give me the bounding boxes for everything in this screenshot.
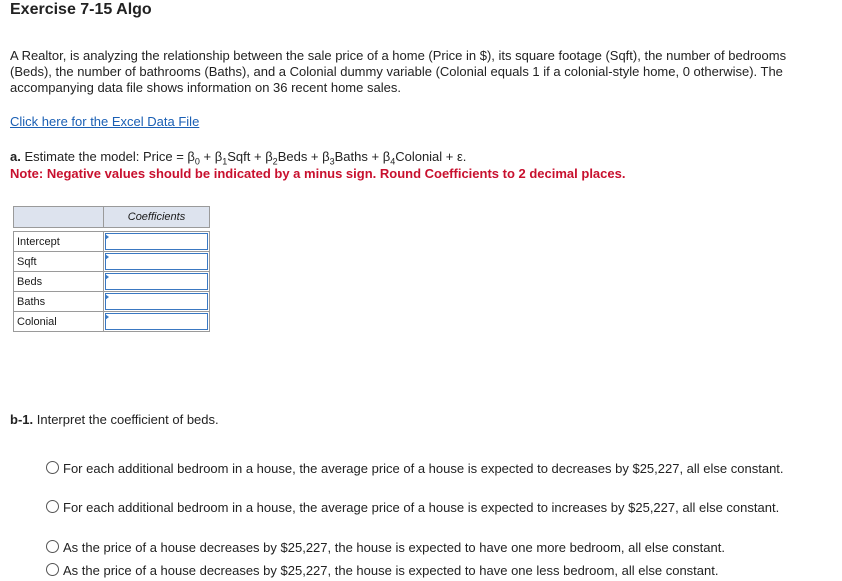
- table-row: [14, 232, 210, 252]
- row-label-baths: Baths: [14, 292, 104, 312]
- problem-intro: A Realtor, is analyzing the relationship between the sale price of a home (Price in $), its square footage (Sqft), the number of bedrooms (Beds), the number of bathrooms (Baths), and a Colonial dummy variable (Colonial equals 1 if a colonial-style home, 0 otherwise). The accompanying data file shows information on 36 recent home sales.: [10, 48, 787, 95]
- table-row: [14, 272, 210, 292]
- row-label-colonial: Colonial: [14, 312, 104, 332]
- baths-input[interactable]: [105, 293, 208, 310]
- part-a-text: Estimate the model: Price =: [24, 149, 188, 164]
- rounding-note: Note: Negative values should be indicated by a minus sign. Round Coefficients to 2 decimal places.: [10, 166, 626, 181]
- radio-button-icon[interactable]: [46, 461, 59, 474]
- part-b1-label: b-1.: [10, 412, 34, 427]
- answer-option-2[interactable]: For each additional bedroom in a house, the average price of a house is expected to increases by $25,227, all else constant.: [46, 500, 806, 516]
- part-b1-question: [10, 412, 219, 427]
- radio-button-icon[interactable]: [46, 500, 59, 513]
- table-corner: [14, 207, 104, 228]
- table-row: [14, 292, 210, 312]
- part-b1-text: Interpret the coefficient of beds.: [36, 412, 219, 427]
- sqft-input[interactable]: [105, 253, 208, 270]
- part-a-label: a.: [10, 149, 21, 164]
- beds-input[interactable]: [105, 273, 208, 290]
- coefficients-table: [13, 206, 210, 332]
- coefficients-header: Coefficients: [104, 207, 210, 228]
- answer-option-3[interactable]: As the price of a house decreases by $25,227, the house is expected to have one more bedroom, all else constant.: [46, 540, 806, 556]
- answer-option-4[interactable]: As the price of a house decreases by $25,227, the house is expected to have one less bedroom, all else constant.: [46, 563, 806, 579]
- answer-option-1[interactable]: For each additional bedroom in a house, the average price of a house is expected to decreases by $25,227, all else constant.: [46, 461, 806, 477]
- row-label-beds: Beds: [14, 272, 104, 292]
- radio-button-icon[interactable]: [46, 540, 59, 553]
- exercise-title: Exercise 7-15 Algo: [10, 1, 152, 18]
- table-row: [14, 312, 210, 332]
- radio-button-icon[interactable]: [46, 563, 59, 576]
- row-label-intercept: Intercept: [14, 232, 104, 252]
- row-label-sqft: Sqft: [14, 252, 104, 272]
- part-a-question: a. Estimate the model: Price = $\beta_0$ + $\beta_1Sqft$ + $\beta_2Beds$ + $\beta_3Baths$ + $\beta_4Colonial + \varepsilon$.: [10, 149, 467, 167]
- colonial-input[interactable]: [105, 313, 208, 330]
- intercept-input[interactable]: [105, 233, 208, 250]
- excel-data-link[interactable]: Click here for the Excel Data File: [10, 114, 200, 129]
- table-row: [14, 252, 210, 272]
